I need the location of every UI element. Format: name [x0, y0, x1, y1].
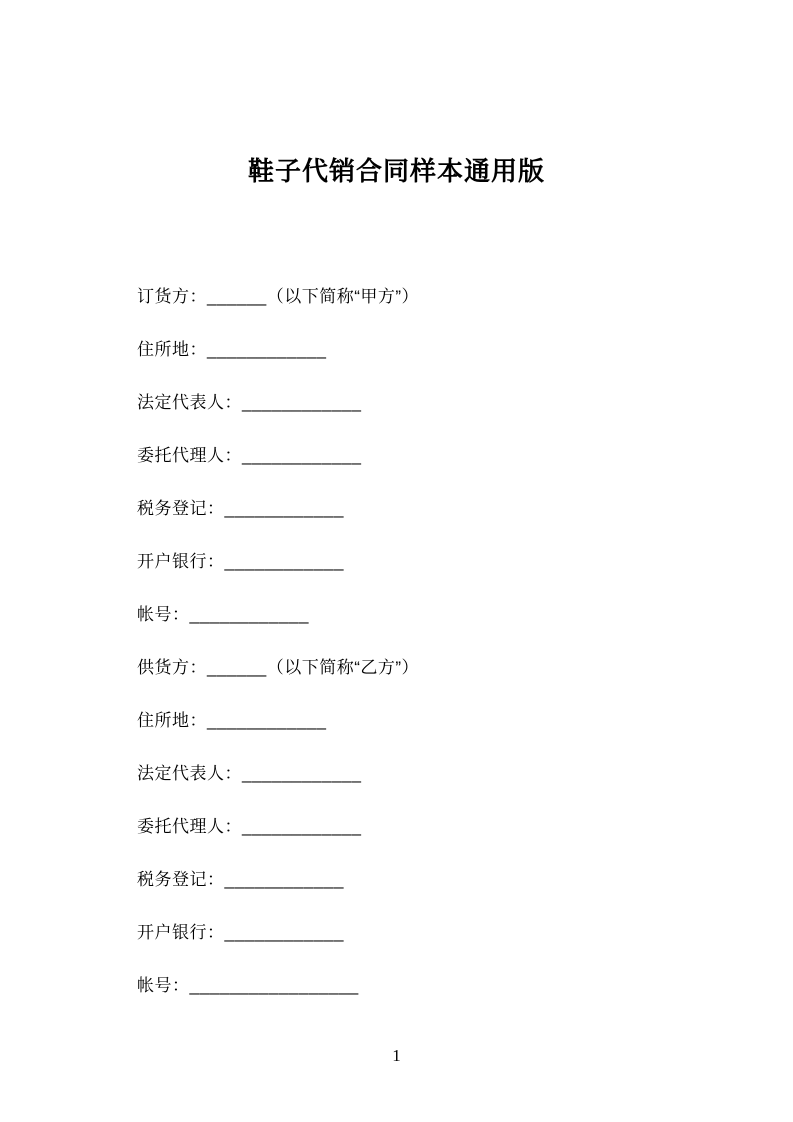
contract-line-agent-2: 委托代理人：____________	[137, 817, 362, 836]
contract-line-legal-rep-2: 法定代表人：____________	[137, 764, 362, 783]
contract-line-address-2: 住所地：____________	[137, 711, 327, 730]
contract-line-tax-registration: 税务登记：____________	[137, 499, 344, 518]
contract-line-bank: 开户银行：____________	[137, 552, 344, 571]
contract-line-bank-2: 开户银行：____________	[137, 923, 344, 942]
contract-line-address: 住所地：____________	[137, 340, 327, 359]
contract-line-account: 帐号：____________	[137, 605, 309, 624]
contract-line-account-2: 帐号：_________________	[137, 976, 359, 995]
contract-line-supplier: 供货方：______（以下简称“乙方”）	[137, 658, 420, 677]
contract-line-legal-rep: 法定代表人：____________	[137, 393, 362, 412]
contract-line-tax-registration-2: 税务登记：____________	[137, 870, 344, 889]
contract-party-fields	[137, 270, 733, 1012]
contract-line-orderer: 订货方：______（以下简称“甲方”）	[137, 287, 420, 306]
contract-line-agent: 委托代理人：____________	[137, 446, 362, 465]
page-number: 1	[392, 1046, 401, 1065]
document-title: 鞋子代销合同样本通用版	[247, 156, 545, 187]
